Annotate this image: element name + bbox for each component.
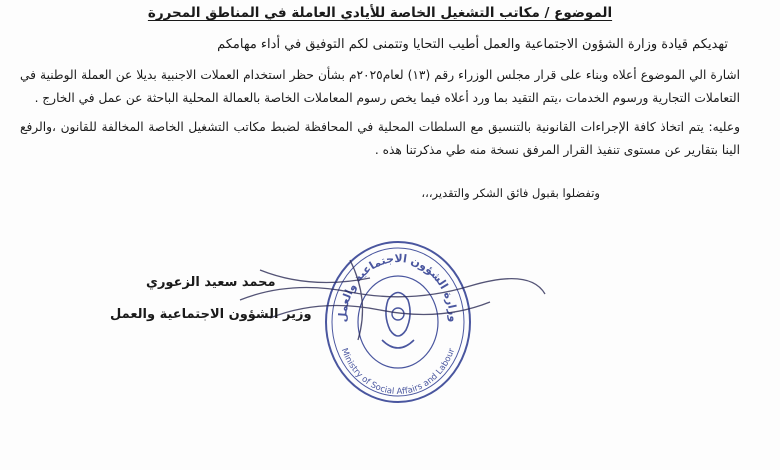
letter-subject: الموضوع / مكاتب التشغيل الخاصة للأيادي العاملة في المناطق المحررة [147,5,613,21]
letter-greeting: تهديكم قيادة وزارة الشؤون الاجتماعية والعمل أطيب التحايا وتتمنى لكم التوفيق في أداء مهامكم [217,37,728,52]
letter-paragraph-2: وعليه: يتم اتخاذ كافة الإجراءات القانونية بالتنسيق مع السلطات المحلية في المحافظة لضبط مكاتب التشغيل الخاصة المخالفة للقانون ،والرفع الينا بتقارير عن مستوى تنفيذ القرار المرفق نسخة منه طي مذكرتنا هذه . [20,120,740,157]
signature-block [110,268,312,330]
letter-paragraph-1: اشارة الي الموضوع أعلاه وبناء على قرار مجلس الوزراء رقم (١٣) لعام٢٠٢٥م بشأن حظر استخدام العملات الاجنبية بديلا عن العملة الوطنية في التعاملات التجارية ورسوم الخدمات ،يتم التقيد بما ورد أعلاه فيما يخص رسوم المعاملات الخاصة بالعمالة المحلية الباحثة عن عمل في الخارج . [20,68,741,105]
signatory-title: وزير الشؤون الاجتماعية والعمل [110,307,312,322]
signatory-name: محمد سعيد الزعوري [146,275,276,290]
letter-body [20,0,740,200]
stamp-arabic-text: وزارة الشؤون الاجتماعية والعمل [335,251,461,323]
letter-closing: وتفضلوا بقبول فائق الشكر والتقدير،،، [421,186,600,200]
stamp-english-text: Ministry of Social Affairs and Labour [338,346,458,398]
